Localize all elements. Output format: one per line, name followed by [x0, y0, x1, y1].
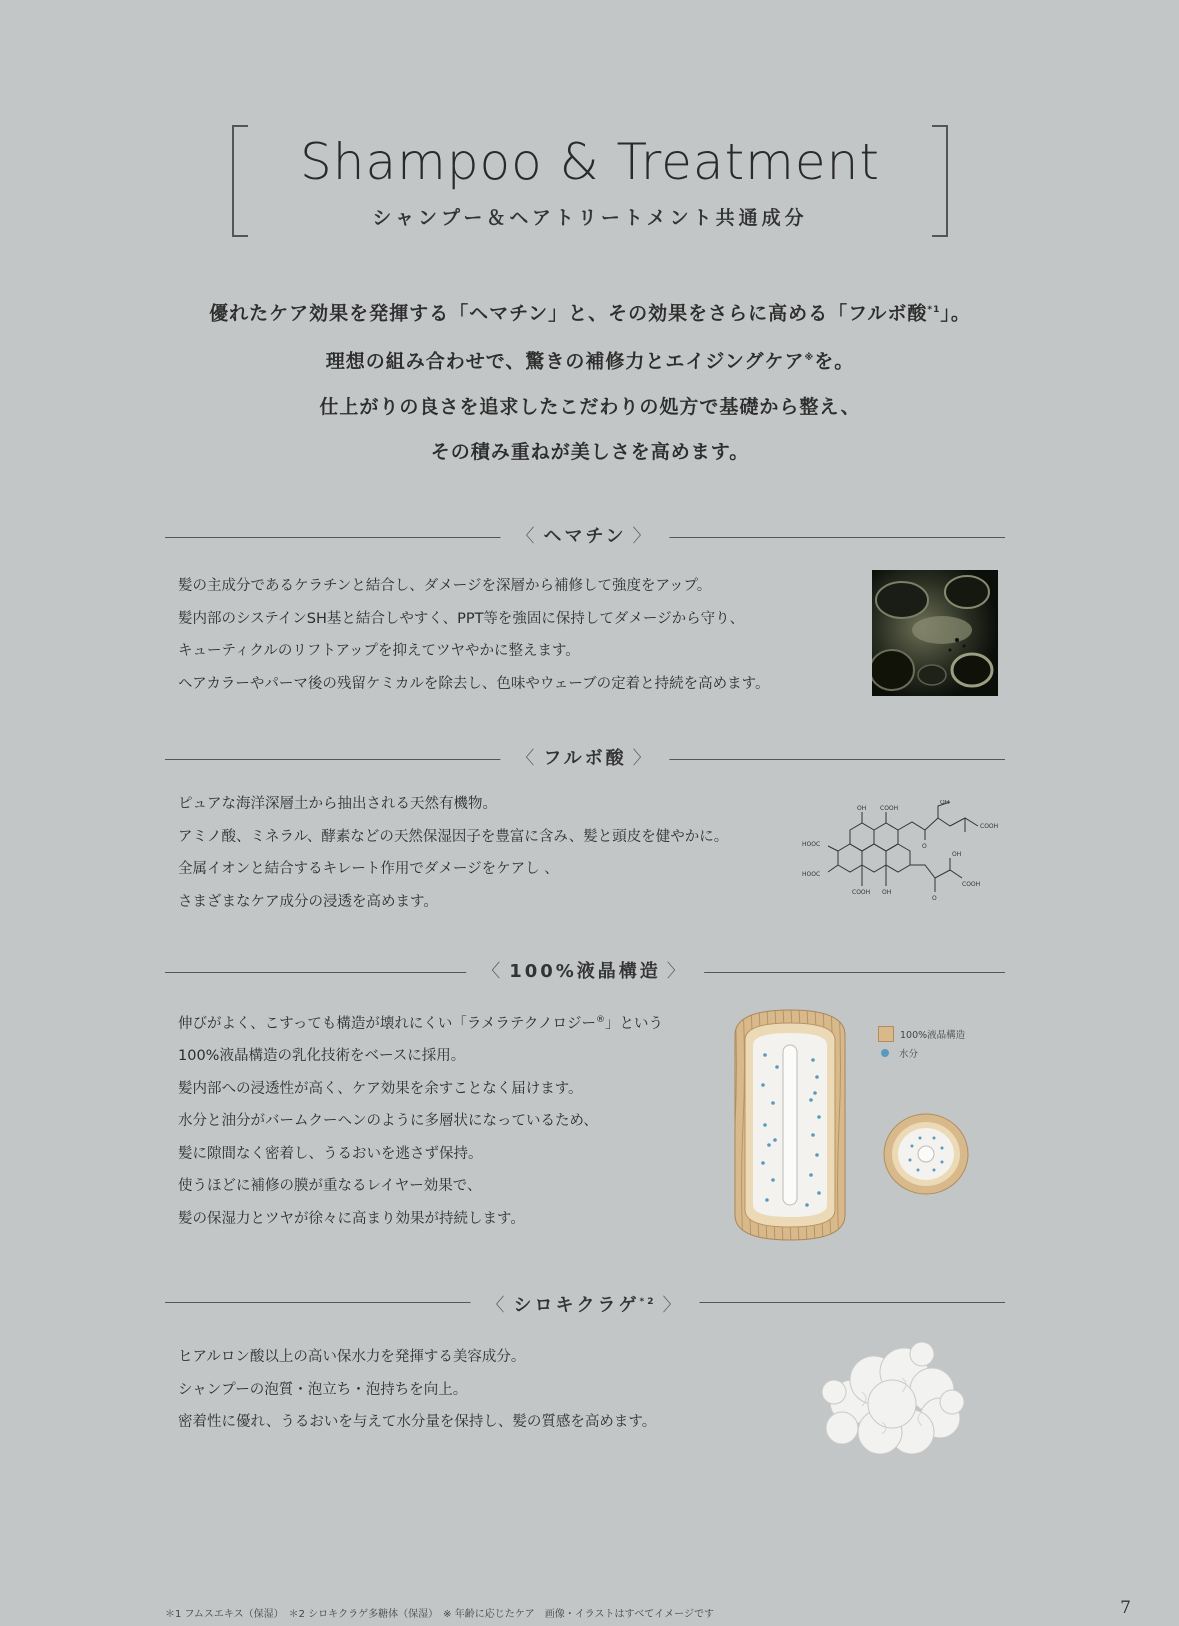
- svg-text:OH: OH: [882, 889, 892, 896]
- liquid-crystal-cross-section: [882, 1112, 970, 1196]
- svg-text:COOH: COOH: [880, 805, 899, 812]
- section-heading-liquid-crystal: 〈 100%液晶構造 〉: [165, 957, 1005, 987]
- liquid-crystal-description: 伸びがよく、こすっても構造が壊れにくい「ラメラテクノロジー®」という 100%液晶構造の乳化技術をベースに採用。 髪内部への浸透性が高く、ケア効果を余すことなく届けます。 水分と油分がバームクーヘンのように多層状になっているため、 髪に隙間なく密着し、うるおいを逃さず保持。 使うほどに補修の膜が重なるレイヤー効果で、 髪の保湿力とツヤが徐々に高まり効果が持続します。: [178, 1015, 664, 1227]
- intro-text: [120, 288, 1060, 475]
- section-heading-tremella: 〈 シロキクラゲ$^{*2}$ 〉: [165, 1287, 1005, 1317]
- page-header: [232, 125, 948, 233]
- section-heading-hematin: 〈 ヘマチン 〉: [165, 522, 1005, 552]
- page-number: 7: [1120, 1598, 1131, 1618]
- tremella-description: ヒアルロン酸以上の高い保水力を発揮する美容成分。 シャンプーの泡質・泡立ち・泡持ちを向上。 密着性に優れ、うるおいを与えて水分量を保持し、髪の質感を高めます。: [178, 1349, 657, 1430]
- fulvic-description: ピュアな海洋深層土から抽出される天然有機物。 アミノ酸、ミネラル、酵素などの天然保湿因子を豊富に含み、髪と頭皮を健やかに。 全属イオンと結合するキレート作用でダメージをケアし 、 さまざまなケア成分の浸透を高めます。: [178, 796, 729, 910]
- fulvic-molecule-diagram: [800, 800, 1010, 912]
- page-subtitle: シャンプー＆ヘアトリートメント共通成分: [372, 207, 808, 229]
- hematin-image: [872, 570, 998, 696]
- intro-line-3: 仕上がりの良さを追求したこだわりの処方で基礎から整え、: [319, 395, 861, 418]
- intro-line-1: 優れたケア効果を発揮する「ヘマチン」と、その効果をさらに高める「フルボ酸$^{*1}$」。: [209, 302, 971, 325]
- section-heading-fulvic: 〈 フルボ酸 〉: [165, 744, 1005, 774]
- svg-text:HOOC: HOOC: [802, 871, 821, 878]
- svg-text:COOH: COOH: [852, 889, 871, 896]
- intro-line-2: 理想の組み合わせで、驚きの補修力とエイジングケア※を。: [325, 350, 855, 373]
- layer-swatch: [878, 1026, 894, 1042]
- diagram-legend: 100%液晶構造 水分: [878, 1026, 965, 1064]
- svg-text:COOH: COOH: [980, 823, 999, 830]
- page-title: Shampoo & Treatment: [300, 133, 880, 191]
- hematin-description: 髪の主成分であるケラチンと結合し、ダメージを深層から補修して強度をアップ。 髪内部のシステインSH基と結合しやすく、PPT等を強固に保持してダメージから守り、 キューティクルのリフトアップを抑えてツヤやかに整えます。 ヘアカラーやパーマ後の残留ケミカルを除去し、色味やウェーブの定着と持続を高めます。: [178, 578, 770, 692]
- svg-text:OH: OH: [940, 800, 950, 806]
- svg-text:COOH: COOH: [962, 881, 981, 888]
- tremella-image: [812, 1332, 972, 1462]
- intro-line-4: その積み重ねが美しさを高めます。: [430, 440, 750, 463]
- svg-text:OH: OH: [952, 851, 962, 858]
- svg-text:HOOC: HOOC: [802, 841, 821, 848]
- svg-text:O: O: [922, 843, 927, 850]
- footnote: ＊1 フムスエキス（保湿） ＊2 シロキクラゲ多糖体（保湿） ※ 年齢に応じたケア 画像・イラストはすべてイメージです: [165, 1609, 714, 1620]
- water-swatch: [881, 1049, 889, 1057]
- svg-text:O: O: [932, 895, 937, 902]
- svg-text:OH: OH: [857, 805, 867, 812]
